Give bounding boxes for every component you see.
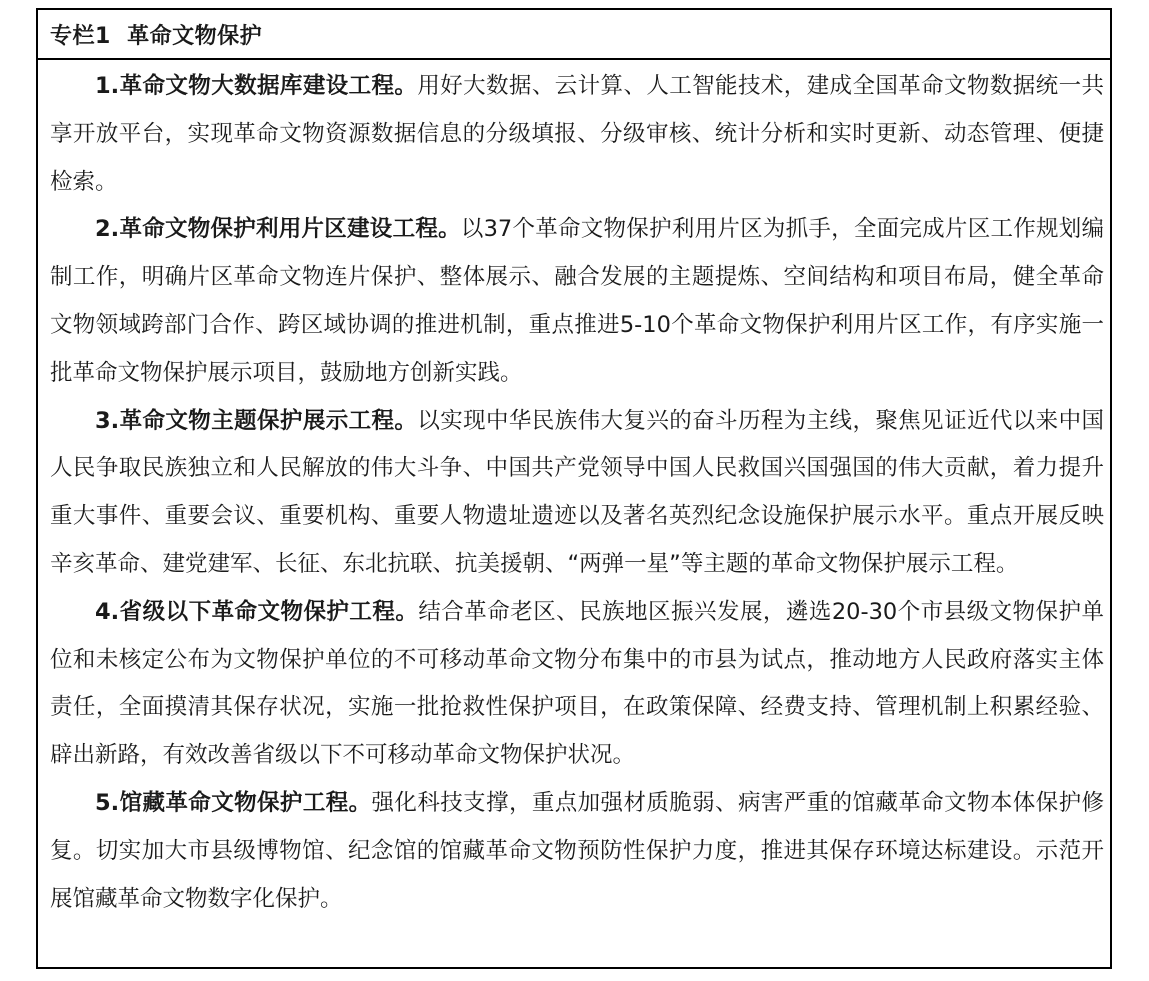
- project-item-2-text: 以37个革命文物保护利用片区为抓手，全面完成片区工作规划编制工作，明确片区革命文物连片保护、整体展示、融合发展的主题提炼、空间结构和项目布局，健全革命文物领域跨部门合作、跨区域协调的推进机制，重点推进5-10个革命文物保护利用片区工作，有序实施一批革命文物保护展示项目，鼓励地方创新实践。: [50, 216, 1104, 386]
- column-header: [38, 10, 1110, 60]
- column-body: [38, 63, 1110, 923]
- project-item-3: [50, 398, 1104, 589]
- project-item-5-heading: 5.馆藏革命文物保护工程。: [95, 789, 372, 816]
- project-item-4: [50, 589, 1104, 780]
- project-item-3-heading: 3.革命文物主题保护展示工程。: [95, 407, 418, 434]
- project-item-1-text: 用好大数据、云计算、人工智能技术，建成全国革命文物数据统一共享开放平台，实现革命文物资源数据信息的分级填报、分级审核、统计分析和实时更新、动态管理、便捷检索。: [50, 73, 1104, 195]
- project-item-2: [50, 206, 1104, 397]
- project-item-4-heading: 4.省级以下革命文物保护工程。: [95, 598, 419, 625]
- column-title: 专栏1 革命文物保护: [50, 23, 263, 49]
- project-item-5-text: 强化科技支撑，重点加强材质脆弱、病害严重的馆藏革命文物本体保护修复。切实加大市县级博物馆、纪念馆的馆藏革命文物预防性保护力度，推进其保存环境达标建设。示范开展馆藏革命文物数字化保护。: [50, 789, 1104, 912]
- project-item-1-heading: 1.革命文物大数据库建设工程。: [95, 73, 418, 99]
- project-item-4-text: 结合革命老区、民族地区振兴发展，遴选20-30个市县级文物保护单位和未核定公布为文物保护单位的不可移动革命文物分布集中的市县为试点，推动地方人民政府落实主体责任，全面摸清其保存状况，实施一批抢救性保护项目，在政策保障、经费支持、管理机制上积累经验、辟出新路，有效改善省级以下不可移动革命文物保护状况。: [50, 598, 1104, 769]
- column-box: [36, 8, 1112, 969]
- project-item-2-heading: 2.革命文物保护利用片区建设工程。: [95, 216, 461, 243]
- project-item-1: [50, 63, 1104, 206]
- project-item-3-text: 以实现中华民族伟大复兴的奋斗历程为主线，聚焦见证近代以来中国人民争取民族独立和人民解放的伟大斗争、中国共产党领导中国人民救国兴国强国的伟大贡献，着力提升重大事件、重要会议、重要机构、重要人物遗址遗迹以及著名英烈纪念设施保护展示水平。重点开展反映辛亥革命、建党建军、长征、东北抗联、抗美援朝、“两弹一星”等主题的革命文物保护展示工程。: [50, 407, 1104, 577]
- project-item-5: [50, 780, 1104, 923]
